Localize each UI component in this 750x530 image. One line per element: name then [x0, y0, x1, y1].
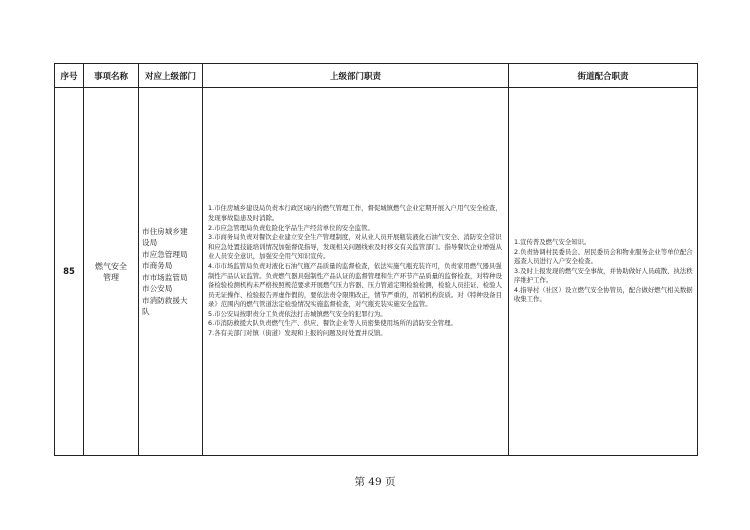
row-street-duties	[509, 88, 698, 456]
upper-duty-item: 3.市商务局负责对餐饮企业建立安全生产管理制度，对从业人员开展瓶装液化石油气安全、消防安全常识和应急处置技能培训情况加强督促指导，发现相关问题线索及时移交有关监管部门。指导餐饮企业增强从业人员安全意识，加强安全用气知识宣传。	[208, 233, 502, 261]
department-line: 市消防救援大	[142, 295, 188, 305]
department-line: 市商务局	[142, 261, 173, 270]
item-name-line: 管理	[103, 272, 119, 282]
department-line: 市公安局	[142, 284, 173, 293]
row-index: 85	[55, 88, 84, 456]
upper-duty-item: 1.市住房城乡建设局负责本行政区域内的燃气管理工作，督促城镇燃气企业定期开展入户用气安全检查，发现事故隐患及时消除。	[208, 204, 502, 222]
item-name-line: 燃气安全	[95, 261, 127, 271]
street-duty-item: 2.负责协调村民委员会、居民委员会和物业服务企业等单位配合巡查人员进行入户安全检查。	[514, 247, 693, 266]
street-duty-item: 3.及时上报发现的燃气安全事故，并协助做好人员疏散、执法秩序维护工作。	[514, 266, 693, 285]
upper-duty-item: 4.市市场监管局负责对液化石油气瓶产品质量的监督检查，依法实施气瓶充装许可，负责家用燃气器具强制性产品认证监管。负责燃气器具强制性产品认证的监督管理和生产环节产品质量的监督检查，对特种设备检验检测机构未严格按照规范要求开展燃气压力容器、压力管道定期检验检测，检验人员挂证、检验人员无证操作、检验报告弄虚作假的，要依法责令限期改正，情节严重的，吊销机构资质。对《特种设备目录》范围内的燃气管道法定检验情况实施监督检查，对气瓶充装实施安全监管。	[208, 261, 502, 309]
department-line: 市住房城乡建	[142, 226, 188, 236]
street-duty-item: 4.指导村（社区）设立燃气安全协管员，配合做好燃气相关数据收集工作。	[514, 285, 693, 304]
page-number: 第 49 页	[354, 476, 396, 488]
department-line: 市应急管理局	[142, 249, 188, 259]
upper-duty-item: 2.市应急管理局负责危险化学品生产经营单位的安全监管。	[208, 223, 374, 232]
upper-duty-item: 5.市公安局按职责分工负责依法打击城镇燃气安全的犯罪行为。	[208, 309, 387, 318]
department-line: 设局	[142, 238, 158, 247]
header-item-name: 事项名称	[84, 64, 139, 88]
department-line: 市市场监管局	[142, 272, 188, 282]
row-item-name	[84, 88, 139, 456]
upper-duty-item: 6.市消防救援大队负责燃气生产、供应、餐饮企业等人员密集使用场所的消防安全管理。	[208, 319, 457, 328]
header-upper-duties: 上级部门职责	[203, 64, 509, 88]
department-line: 队	[142, 307, 150, 316]
street-duty-item: 1.宣传普及燃气安全知识。	[514, 237, 591, 246]
row-departments	[139, 88, 203, 456]
header-index: 序号	[55, 64, 84, 88]
table-row	[55, 88, 698, 456]
header-row	[55, 64, 698, 88]
header-departments: 对应上级部门	[139, 64, 203, 88]
header-street-duties: 街道配合职责	[509, 64, 698, 88]
row-upper-duties	[203, 88, 509, 456]
duty-table	[54, 63, 698, 456]
upper-duty-item: 7.各有关部门对镇（街道）发现和上报的问题及时处置并反馈。	[208, 329, 387, 338]
